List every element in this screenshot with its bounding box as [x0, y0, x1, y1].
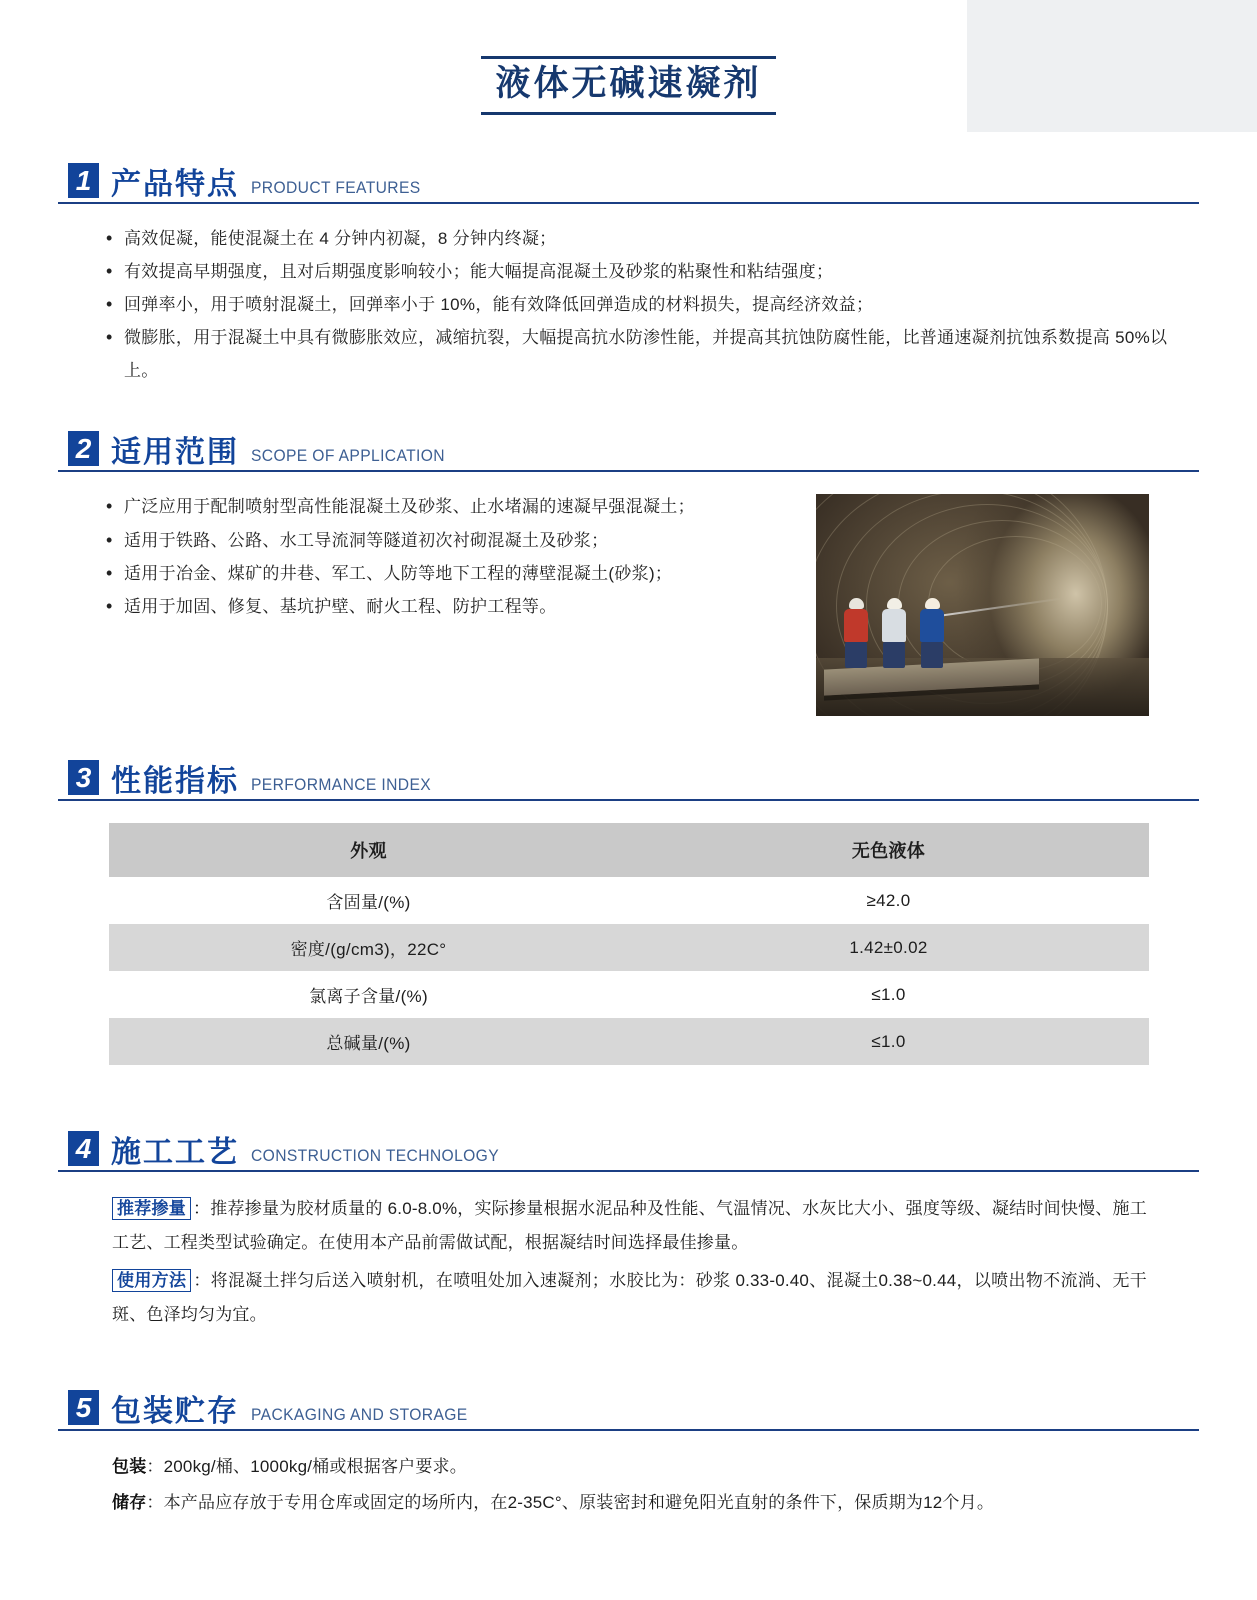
performance-index-table: [109, 823, 1149, 1065]
section-number-badge: 5: [68, 1390, 99, 1425]
list-item: • 适用于冶金、煤矿的井巷、军工、人防等地下工程的薄壁混凝土(砂浆)；: [106, 557, 806, 590]
section-number-badge: 3: [68, 760, 99, 795]
section-title-cn: 性能指标: [111, 765, 239, 799]
section-title-cn: 产品特点: [111, 167, 239, 201]
section-product-features: [58, 163, 1199, 388]
storage-line: [112, 1485, 1199, 1521]
cell-value: ≤1.0: [629, 971, 1149, 1018]
dosage-tag: 推荐掺量: [112, 1197, 191, 1220]
worker-figure: [920, 598, 944, 668]
section-number-badge: 2: [68, 431, 99, 466]
method-tag: 使用方法: [112, 1269, 191, 1292]
cell-value: ≥42.0: [629, 877, 1149, 924]
column-header-property: 外观: [109, 823, 629, 877]
cell-property: 密度/(g/cm3)，22C°: [109, 924, 629, 971]
section-construction-technology: [58, 1131, 1199, 1332]
section-title-cn: 施工工艺: [111, 1136, 239, 1170]
list-item: • 微膨胀，用于混凝土中具有微膨胀效应，减缩抗裂，大幅提高抗水防渗性能，并提高其抗蚀防腐性能，比普通速凝剂抗蚀系数提高 50%以上。: [106, 321, 1199, 387]
table-row: [109, 971, 1149, 1018]
column-header-value: 无色液体: [629, 823, 1149, 877]
section-title-en: PACKAGING AND STORAGE: [251, 1405, 468, 1425]
worker-figure: [844, 598, 868, 668]
section-performance-index: [58, 760, 1199, 1065]
section-title-en: CONSTRUCTION TECHNOLOGY: [251, 1146, 500, 1166]
dosage-paragraph: [112, 1192, 1147, 1260]
section-header: [58, 1131, 1199, 1172]
product-features-list: [58, 222, 1199, 388]
section-title-cn: 适用范围: [111, 436, 239, 470]
construction-paragraphs: [58, 1192, 1199, 1332]
page-title: 液体无碱速凝剂: [481, 56, 775, 115]
table-header-row: [109, 823, 1149, 877]
table-row: [109, 1018, 1149, 1065]
section-title-en: PERFORMANCE INDEX: [251, 775, 432, 795]
section-header: [58, 1390, 1199, 1431]
section-title-cn: 包装贮存: [111, 1395, 239, 1429]
cell-value: 1.42±0.02: [629, 924, 1149, 971]
table-row: [109, 877, 1149, 924]
section-header: [58, 760, 1199, 801]
method-paragraph: [112, 1264, 1147, 1332]
list-item: • 适用于铁路、公路、水工导流洞等隧道初次衬砌混凝土及砂浆；: [106, 524, 806, 557]
packaging-text: ：200kg/桶、1000kg/桶或根据客户要求。: [146, 1457, 467, 1477]
section-number-badge: 1: [68, 163, 99, 198]
section-title-en: SCOPE OF APPLICATION: [251, 446, 445, 466]
cell-value: ≤1.0: [629, 1018, 1149, 1065]
title-container: [58, 0, 1199, 119]
section-packaging-and-storage: [58, 1390, 1199, 1520]
packaging-line: [112, 1449, 1199, 1485]
scope-list: [58, 490, 806, 623]
scope-content-row: [58, 472, 1199, 716]
table-row: [109, 924, 1149, 971]
section-header: [58, 163, 1199, 204]
list-item: • 有效提高早期强度，且对后期强度影响较小；能大幅提高混凝土及砂浆的粘聚性和粘结强度；: [106, 255, 1199, 288]
dosage-text: ：推荐掺量为胶材质量的 6.0-8.0%，实际掺量根据水泥品种及性能、气温情况、水灰比大小、强度等级、凝结时间快慢、施工工艺、工程类型试验确定。在使用本产品前需做试配，根据凝结时间选择最佳掺量。: [112, 1199, 1147, 1253]
storage-label: 储存: [112, 1493, 147, 1513]
list-item: • 适用于加固、修复、基坑护壁、耐火工程、防护工程等。: [106, 590, 806, 623]
cell-property: 含固量/(%): [109, 877, 629, 924]
list-item: • 广泛应用于配制喷射型高性能混凝土及砂浆、止水堵漏的速凝早强混凝土；: [106, 490, 806, 523]
packaging-label: 包装: [112, 1457, 147, 1477]
section-scope-of-application: [58, 431, 1199, 716]
method-text: ：将混凝土拌匀后送入喷射机，在喷咀处加入速凝剂；水胶比为：砂浆 0.33-0.40、混凝土0.38~0.44，以喷出物不流淌、无干斑、色泽均匀为宜。: [112, 1271, 1147, 1325]
cell-property: 总碱量/(%): [109, 1018, 629, 1065]
list-item: • 高效促凝，能使混凝土在 4 分钟内初凝，8 分钟内终凝；: [106, 222, 1199, 255]
cell-property: 氯离子含量/(%): [109, 971, 629, 1018]
list-item: • 回弹率小，用于喷射混凝土，回弹率小于 10%，能有效降低回弹造成的材料损失，提高经济效益；: [106, 288, 1199, 321]
packaging-block: [58, 1449, 1199, 1520]
tunnel-construction-photo: [816, 494, 1149, 716]
section-title-en: PRODUCT FEATURES: [251, 177, 421, 197]
worker-figure: [882, 598, 906, 668]
section-header: [58, 431, 1199, 472]
section-number-badge: 4: [68, 1131, 99, 1166]
storage-text: ：本产品应存放于专用仓库或固定的场所内，在2-35C°、原装密封和避免阳光直射的条件下，保质期为12个月。: [146, 1493, 995, 1513]
